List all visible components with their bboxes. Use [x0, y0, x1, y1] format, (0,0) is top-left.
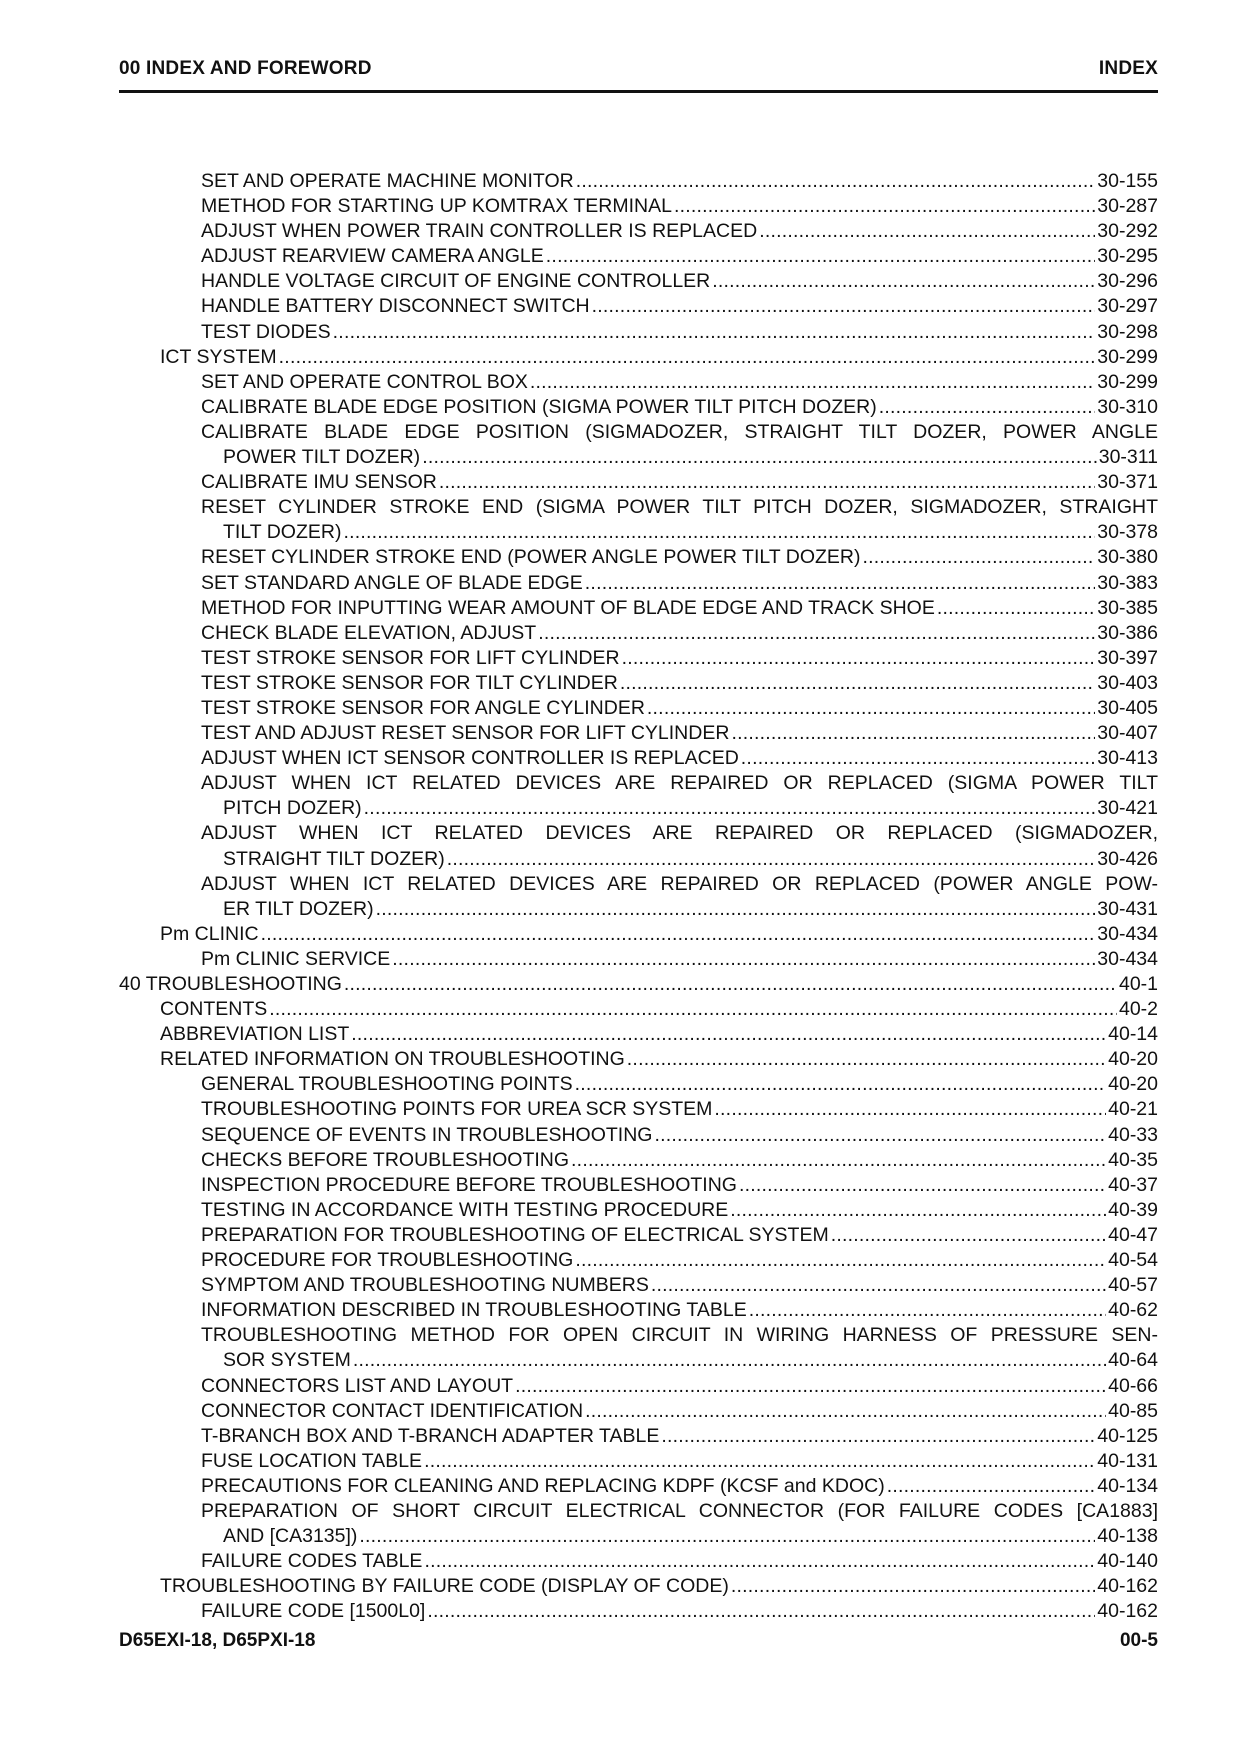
toc-entry-page: 30-397	[1097, 646, 1158, 669]
toc-entry-title: TROUBLESHOOTING METHOD FOR OPEN CIRCUIT IN WIRING HARNESS OF PRESSURE SEN-	[201, 1324, 1158, 1347]
footer-page-number: 00-5	[1119, 1630, 1158, 1651]
toc-entry[interactable]	[119, 922, 1158, 947]
toc-entry-title: TEST STROKE SENSOR FOR TILT CYLINDER	[201, 671, 618, 694]
toc-entry-title: Pm CLINIC	[160, 922, 259, 945]
toc-entry[interactable]	[119, 1072, 1158, 1097]
toc-entry[interactable]	[119, 345, 1158, 370]
dot-leader	[447, 847, 1096, 872]
toc-entry-title: ABBREVIATION LIST	[160, 1023, 350, 1046]
toc-entry[interactable]	[119, 294, 1158, 319]
toc-entry-page: 40-21	[1108, 1098, 1158, 1121]
dot-leader	[359, 1524, 1095, 1549]
toc-entry[interactable]	[119, 1173, 1158, 1198]
dot-leader	[887, 1474, 1096, 1499]
toc-entry-title: ER TILT DOZER)	[223, 897, 374, 920]
toc-entry-title: POWER TILT DOZER)	[223, 446, 421, 469]
toc-entry-title: TEST STROKE SENSOR FOR ANGLE CYLINDER	[201, 696, 645, 719]
dot-leader	[712, 269, 1095, 294]
toc-entry-page: 40-54	[1108, 1249, 1158, 1272]
dot-leader	[571, 1148, 1106, 1173]
dot-leader	[654, 1123, 1106, 1148]
toc-entry[interactable]	[119, 1097, 1158, 1122]
toc-entry-page: 40-1	[1118, 973, 1158, 995]
toc-entry-page: 40-131	[1097, 1449, 1158, 1472]
dot-leader	[739, 1173, 1106, 1198]
toc-entry[interactable]	[119, 1273, 1158, 1298]
toc-entry[interactable]	[119, 571, 1158, 596]
dot-leader	[424, 1549, 1095, 1574]
toc-entry-page: 30-386	[1097, 621, 1158, 644]
toc-entry[interactable]	[119, 1574, 1158, 1599]
toc-entry-page: 30-385	[1097, 596, 1158, 619]
toc-entry[interactable]	[119, 1499, 1158, 1549]
toc-entry[interactable]	[119, 244, 1158, 269]
toc-entry-page: 40-33	[1108, 1123, 1158, 1146]
toc-entry-page: 30-378	[1097, 521, 1158, 544]
toc-entry-page: 40-162	[1097, 1600, 1158, 1623]
dot-leader	[427, 1599, 1095, 1624]
dot-leader	[714, 1097, 1106, 1122]
toc-entry-title: METHOD FOR STARTING UP KOMTRAX TERMINAL	[201, 195, 672, 218]
toc-entry[interactable]	[119, 1449, 1158, 1474]
dot-leader	[741, 746, 1095, 771]
toc-entry[interactable]	[119, 1223, 1158, 1248]
dot-leader	[647, 696, 1095, 721]
toc-entry-title: AND [CA3135])	[223, 1525, 358, 1548]
dot-leader	[261, 922, 1096, 947]
dot-leader	[620, 671, 1095, 696]
dot-leader	[759, 219, 1095, 244]
toc-entry-title: PREPARATION OF SHORT CIRCUIT ELECTRICAL CONNECTOR (FOR FAILURE CODES [CA1883]	[201, 1499, 1158, 1522]
dot-leader	[279, 345, 1096, 370]
toc-entry-page: 30-405	[1097, 696, 1158, 719]
dot-leader	[546, 244, 1095, 269]
toc-entry-title: TROUBLESHOOTING POINTS FOR UREA SCR SYSTEM	[201, 1098, 713, 1121]
page-header	[119, 56, 1158, 93]
toc-entry-page: 40-66	[1108, 1374, 1158, 1397]
toc-entry-title: SYMPTOM AND TROUBLESHOOTING NUMBERS	[201, 1274, 649, 1297]
toc-entry[interactable]	[119, 1374, 1158, 1399]
dot-leader	[627, 1047, 1106, 1072]
toc-entry[interactable]	[119, 1148, 1158, 1173]
dot-leader	[622, 646, 1096, 671]
toc-entry-title: ADJUST WHEN ICT SENSOR CONTROLLER IS REPLACED	[201, 747, 739, 770]
toc-entry-title: CALIBRATE IMU SENSOR	[201, 471, 437, 494]
toc-entry-title: TROUBLESHOOTING BY FAILURE CODE (DISPLAY OF CODE)	[160, 1575, 729, 1598]
toc-entry[interactable]	[119, 370, 1158, 395]
toc-entry-page: 40-20	[1108, 1048, 1158, 1071]
dot-leader	[592, 294, 1096, 319]
toc-entry-page: 30-299	[1097, 370, 1158, 393]
toc-entry[interactable]	[119, 696, 1158, 721]
toc-entry-page: 30-295	[1097, 245, 1158, 268]
dot-leader	[937, 596, 1095, 621]
toc-entry-title: TILT DOZER)	[223, 521, 342, 544]
toc-entry-page: 40-39	[1108, 1198, 1158, 1221]
toc-entry-page: 30-413	[1097, 747, 1158, 770]
toc-entry[interactable]	[119, 646, 1158, 671]
toc-entry-title: CHECKS BEFORE TROUBLESHOOTING	[201, 1148, 570, 1171]
dot-leader	[515, 1374, 1106, 1399]
toc-entry-title: HANDLE VOLTAGE CIRCUIT OF ENGINE CONTROLLER	[201, 270, 711, 293]
toc-entry-title: FUSE LOCATION TABLE	[201, 1449, 423, 1472]
toc-entry-page: 30-407	[1097, 722, 1158, 745]
toc-entry[interactable]	[119, 1198, 1158, 1223]
toc-entry-title: STRAIGHT TILT DOZER)	[223, 847, 445, 870]
toc-entry-title: SET AND OPERATE CONTROL BOX	[201, 370, 528, 393]
toc-entry-page: 40-138	[1097, 1525, 1158, 1548]
toc-entry-page: 40-47	[1108, 1223, 1158, 1246]
toc-entry-page: 30-383	[1097, 571, 1158, 594]
toc-entry-title: TEST STROKE SENSOR FOR LIFT CYLINDER	[201, 646, 620, 669]
toc-entry-page: 30-311	[1098, 446, 1158, 469]
toc-entry[interactable]	[119, 1123, 1158, 1148]
toc-entry[interactable]	[119, 947, 1158, 972]
dot-leader	[538, 621, 1095, 646]
toc-entry[interactable]	[119, 545, 1158, 570]
toc-entry[interactable]	[119, 194, 1158, 219]
dot-leader	[269, 997, 1117, 1022]
toc-entry-title: Pm CLINIC SERVICE	[201, 947, 391, 970]
toc-entry-title: CALIBRATE BLADE EDGE POSITION (SIGMA POWER TILT PITCH DOZER)	[201, 395, 877, 418]
toc-entry-page: 40-134	[1097, 1474, 1158, 1497]
dot-leader	[376, 897, 1096, 922]
toc-entry-title: FAILURE CODE [1500L0]	[201, 1600, 426, 1623]
toc-entry-page: 30-434	[1097, 922, 1158, 945]
toc-entry-title: METHOD FOR INPUTTING WEAR AMOUNT OF BLADE EDGE AND TRACK SHOE	[201, 596, 935, 619]
dot-leader	[831, 1223, 1106, 1248]
dot-leader	[585, 1399, 1106, 1424]
toc-entry-page: 30-292	[1097, 220, 1158, 243]
header-section-title: 00 INDEX AND FOREWORD	[119, 58, 372, 79]
toc-entry[interactable]	[119, 1549, 1158, 1574]
toc-entry-title: RESET CYLINDER STROKE END (POWER ANGLE POWER TILT DOZER)	[201, 546, 861, 569]
toc-entry-title: SET STANDARD ANGLE OF BLADE EDGE	[201, 571, 583, 594]
dot-leader	[674, 194, 1095, 219]
toc-entry[interactable]	[119, 671, 1158, 696]
toc-entry-title: PREPARATION FOR TROUBLESHOOTING OF ELECTRICAL SYSTEM	[201, 1223, 829, 1246]
toc-entry-title: HANDLE BATTERY DISCONNECT SWITCH	[201, 295, 590, 318]
toc-entry-title: GENERAL TROUBLESHOOTING POINTS	[201, 1073, 573, 1096]
toc-entry-page: 40-14	[1108, 1023, 1158, 1046]
toc-entry[interactable]	[119, 1248, 1158, 1273]
toc-entry-page: 30-310	[1097, 395, 1158, 418]
dot-leader	[651, 1273, 1106, 1298]
dot-leader	[439, 470, 1095, 495]
toc-entry[interactable]	[119, 596, 1158, 621]
toc-entry[interactable]	[119, 1599, 1158, 1624]
dot-leader	[731, 1574, 1095, 1599]
toc-entry-title: INFORMATION DESCRIBED IN TROUBLESHOOTING TABLE	[201, 1299, 747, 1322]
dot-leader	[576, 169, 1096, 194]
dot-leader	[575, 1248, 1106, 1273]
dot-leader	[585, 571, 1095, 596]
toc-entry-title: PRECAUTIONS FOR CLEANING AND REPLACING KDPF (KCSF and KDOC)	[201, 1474, 885, 1497]
toc-entry-page: 30-298	[1097, 320, 1158, 343]
toc-entry[interactable]	[119, 972, 1158, 997]
toc-entry-page: 30-297	[1097, 295, 1158, 318]
toc-entry-page: 40-20	[1108, 1073, 1158, 1096]
toc-entry-page: 30-421	[1097, 797, 1158, 820]
toc-entry[interactable]	[119, 1424, 1158, 1449]
toc-entry-title: CONNECTORS LIST AND LAYOUT	[201, 1374, 514, 1397]
toc-entry-page: 40-35	[1108, 1148, 1158, 1171]
toc-entry-title: INSPECTION PROCEDURE BEFORE TROUBLESHOOTING	[201, 1173, 737, 1196]
toc-entry[interactable]	[119, 997, 1158, 1022]
toc-entry-page: 30-299	[1097, 345, 1158, 368]
toc-entry-page: 40-125	[1097, 1424, 1158, 1447]
toc-entry-page: 40-162	[1097, 1575, 1158, 1598]
toc-entry-title: TESTING IN ACCORDANCE WITH TESTING PROCEDURE	[201, 1198, 729, 1221]
toc-entry-page: 30-426	[1097, 847, 1158, 870]
toc-entry[interactable]	[119, 1022, 1158, 1047]
toc-entry[interactable]	[119, 470, 1158, 495]
dot-leader	[749, 1298, 1106, 1323]
toc-entry[interactable]	[119, 1399, 1158, 1424]
dot-leader	[731, 721, 1095, 746]
toc-entry-title: CONTENTS	[160, 998, 268, 1021]
toc-entry-title: TEST AND ADJUST RESET SENSOR FOR LIFT CYLINDER	[201, 722, 730, 745]
dot-leader	[530, 370, 1095, 395]
toc-entry-title: PITCH DOZER)	[223, 797, 362, 820]
toc-entry-title: CALIBRATE BLADE EDGE POSITION (SIGMADOZER, STRAIGHT TILT DOZER, POWER ANGLE	[201, 420, 1158, 443]
toc-entry-page: 40-140	[1097, 1550, 1158, 1573]
dot-leader	[730, 1198, 1106, 1223]
toc-entry[interactable]	[119, 621, 1158, 646]
toc-entry-page: 30-434	[1097, 947, 1158, 970]
dot-leader	[353, 1348, 1106, 1373]
dot-leader	[575, 1072, 1106, 1097]
toc-entry-title: TEST DIODES	[201, 320, 331, 343]
toc-entry[interactable]	[119, 872, 1158, 922]
toc-entry[interactable]	[119, 821, 1158, 871]
toc-entry-title: PROCEDURE FOR TROUBLESHOOTING	[201, 1249, 574, 1272]
dot-leader	[422, 445, 1097, 470]
toc-entry-page: 40-64	[1108, 1349, 1158, 1372]
toc-entry[interactable]	[119, 219, 1158, 244]
toc-entry[interactable]	[119, 721, 1158, 746]
footer-model: D65EXI-18, D65PXI-18	[119, 1630, 316, 1651]
dot-leader	[364, 796, 1096, 821]
toc-entry-page: 40-85	[1108, 1399, 1158, 1422]
toc-entry-title: ADJUST WHEN ICT RELATED DEVICES ARE REPAIRED OR REPLACED (POWER ANGLE POW-	[201, 872, 1158, 895]
dot-leader	[661, 1424, 1095, 1449]
toc-entry-title: SET AND OPERATE MACHINE MONITOR	[201, 170, 574, 192]
table-of-contents	[119, 169, 1158, 1624]
toc-entry-page: 30-287	[1097, 195, 1158, 218]
page-footer	[119, 1630, 1158, 1656]
toc-entry-page: 40-62	[1108, 1299, 1158, 1322]
toc-entry[interactable]	[119, 1298, 1158, 1323]
toc-entry-title: RELATED INFORMATION ON TROUBLESHOOTING	[160, 1048, 625, 1071]
toc-entry-page: 30-296	[1097, 270, 1158, 293]
toc-entry-title: FAILURE CODES TABLE	[201, 1550, 423, 1573]
toc-entry-title: ADJUST WHEN POWER TRAIN CONTROLLER IS REPLACED	[201, 220, 758, 243]
toc-entry-title: CHECK BLADE ELEVATION, ADJUST	[201, 621, 537, 644]
toc-entry-page: 30-380	[1097, 546, 1158, 569]
header-label: INDEX	[1098, 58, 1158, 79]
dot-leader	[392, 947, 1095, 972]
toc-entry-title: ICT SYSTEM	[160, 345, 277, 368]
dot-leader	[344, 972, 1117, 997]
dot-leader	[351, 1022, 1106, 1047]
toc-entry-title: ADJUST WHEN ICT RELATED DEVICES ARE REPAIRED OR REPLACED (SIGMA POWER TILT	[201, 772, 1158, 795]
toc-entry-title: SOR SYSTEM	[223, 1349, 351, 1372]
toc-entry-page: 40-57	[1108, 1274, 1158, 1297]
dot-leader	[424, 1449, 1095, 1474]
toc-entry[interactable]	[119, 1474, 1158, 1499]
toc-entry-title: CONNECTOR CONTACT IDENTIFICATION	[201, 1399, 584, 1422]
toc-entry-title: RESET CYLINDER STROKE END (SIGMA POWER TILT PITCH DOZER, SIGMADOZER, STRAIGHT	[201, 496, 1158, 519]
toc-entry-title: ADJUST REARVIEW CAMERA ANGLE	[201, 245, 544, 268]
toc-entry[interactable]	[119, 746, 1158, 771]
toc-entry[interactable]	[119, 420, 1158, 470]
dot-leader	[333, 320, 1096, 345]
toc-entry[interactable]	[119, 1047, 1158, 1072]
toc-entry[interactable]	[119, 169, 1158, 194]
toc-entry[interactable]	[119, 395, 1158, 420]
dot-leader	[863, 545, 1096, 570]
toc-entry-title: T-BRANCH BOX AND T-BRANCH ADAPTER TABLE	[201, 1424, 660, 1447]
toc-entry-page: 30-431	[1097, 897, 1158, 920]
toc-entry-page: 40-37	[1108, 1173, 1158, 1196]
toc-entry[interactable]	[119, 320, 1158, 345]
dot-leader	[879, 395, 1096, 420]
toc-entry-title: ADJUST WHEN ICT RELATED DEVICES ARE REPAIRED OR REPLACED (SIGMADOZER,	[201, 822, 1158, 845]
toc-entry-title: SEQUENCE OF EVENTS IN TROUBLESHOOTING	[201, 1123, 653, 1146]
dot-leader	[343, 520, 1095, 545]
toc-entry-page: 40-2	[1118, 998, 1158, 1021]
toc-entry-title: 40 TROUBLESHOOTING	[119, 973, 342, 995]
toc-entry[interactable]	[119, 771, 1158, 821]
toc-entry-page: 30-371	[1097, 471, 1158, 494]
toc-entry[interactable]	[119, 1323, 1158, 1373]
toc-entry[interactable]	[119, 495, 1158, 545]
toc-entry[interactable]	[119, 269, 1158, 294]
toc-entry-page: 30-403	[1097, 671, 1158, 694]
toc-entry-page: 30-155	[1097, 170, 1158, 192]
